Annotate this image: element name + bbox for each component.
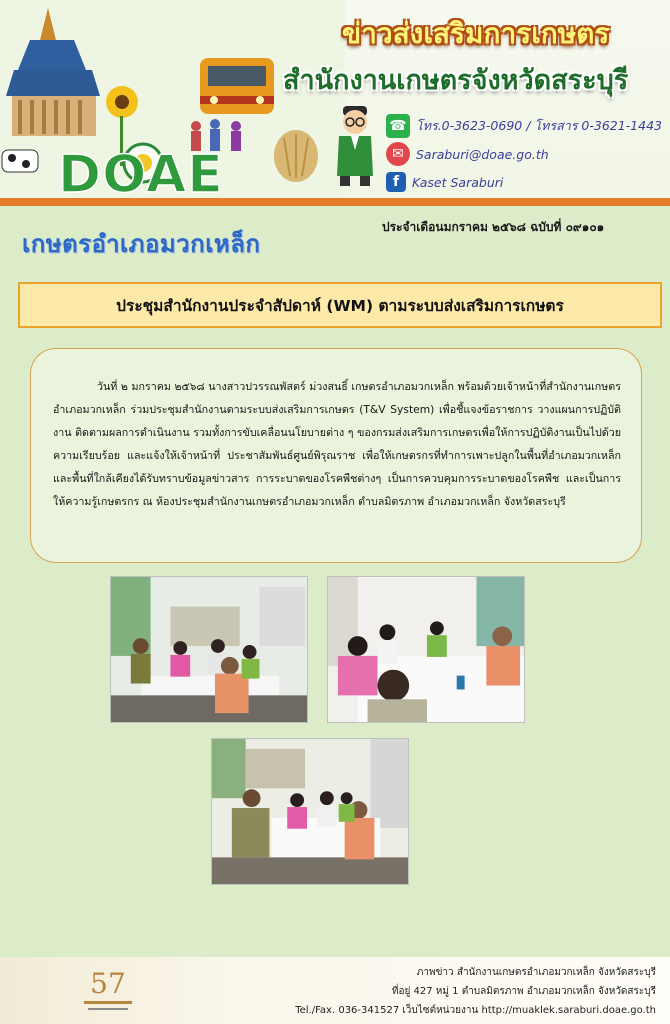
phone-icon: ☎ xyxy=(386,114,410,138)
footer-line-3[interactable]: Tel./Fax. 036-341527 เว็บไซต์หน่วยงาน http://muaklek.saraburi.doae.go.th xyxy=(295,1005,656,1016)
footer xyxy=(0,957,670,1024)
facebook-icon: f xyxy=(386,172,406,192)
footer-credits xyxy=(295,963,656,1020)
issue-edition: ประจำเดือนมกราคม ๒๕๖๘ ฉบับที่ ๐๙๑๐๑ xyxy=(382,220,605,234)
email-text[interactable]: Saraburi@doae.go.th xyxy=(416,146,549,162)
facebook-contact[interactable] xyxy=(386,170,503,194)
footer-line-1: ภาพข่าว สำนักงานเกษตรอำเภอมวกเหล็ก จังหวัดสระบุรี xyxy=(416,967,656,978)
banner-divider xyxy=(0,198,670,206)
banner-illustration xyxy=(0,0,345,198)
phone-contact xyxy=(386,114,662,138)
mail-icon: ✉ xyxy=(386,142,410,166)
header-banner xyxy=(0,0,670,198)
meeting-photo-3 xyxy=(211,738,409,885)
mascot-figure xyxy=(333,104,377,188)
doae-logo-text: DOAE xyxy=(58,145,224,198)
newsletter-title: ข่าวส่งเสริมการเกษตร xyxy=(342,17,610,50)
body-box xyxy=(30,348,642,563)
office-title: สำนักงานเกษตรจังหวัดสระบุรี xyxy=(283,65,629,96)
footer-line-2: ที่อยู่ 427 หมู่ 1 ตำบลมิตรภาพ อำเภอมวกเหล็ก จังหวัดสระบุรี xyxy=(391,986,656,997)
anniversary-number: 57 xyxy=(90,967,126,1000)
headline-box xyxy=(18,282,662,328)
meeting-photo-1 xyxy=(110,576,308,723)
meeting-photo-2 xyxy=(327,576,525,723)
headline-text: ประชุมสำนักงานประจำสัปดาห์ (WM) ตามระบบส่งเสริมการเกษตร xyxy=(116,296,564,315)
phone-text: โทร.0-3623-0690 / โทรสาร 0-3621-1443 xyxy=(416,118,662,133)
email-contact[interactable] xyxy=(386,142,549,166)
body-paragraph: วันที่ ๒ มกราคม ๒๕๖๘ นางสาวปวรรณพัสตร์ ม่วงสนธิ์ เกษตรอำเภอมวกเหล็ก พร้อมด้วยเจ้าหน้าที่สำนักงานเกษตรอำเภอมวกเหล็ก ร่วมประชุมสำนักงานตามระบบส่งเสริมการเกษตร (T&V System) เพื่อชี้แจงข้อราชการ วางแผนการปฏิบัติงาน ติดตามผลการดำเนินงาน รวมทั้งการขับเคลื่อนนโยบายต่าง ๆ ของกรมส่งเสริมการเกษตรเพื่อให้การปฏิบัติงานเป็นไปด้วยความเรียบร้อย และแจ้งให้เจ้าหน้าที่ ประชาสัมพันธ์ศูนย์พิรุณราช เพื่อให้เกษตรกรที่ทำการเพาะปลูกในพื้นที่อำเภอมวกเหล็กและพื้นที่ใกล้เคียงได้รับทราบข้อมูลข่าวสาร การระบาดของโรคพืชต่างๆ เป็นการควบคุมการระบาดของโรคพืช และเป็นการให้ความรู้เกษตรกร ณ ห้องประชุมสำนักงานเกษตรอำเภอมวกเหล็ก ตำบลมิตรภาพ อำเภอมวกเหล็ก จังหวัดสระบุรี xyxy=(53,380,621,508)
facebook-text[interactable]: Kaset Saraburi xyxy=(412,174,504,190)
anniversary-logo xyxy=(78,963,138,1019)
district-title: เกษตรอำเภอมวกเหล็ก xyxy=(22,230,261,258)
